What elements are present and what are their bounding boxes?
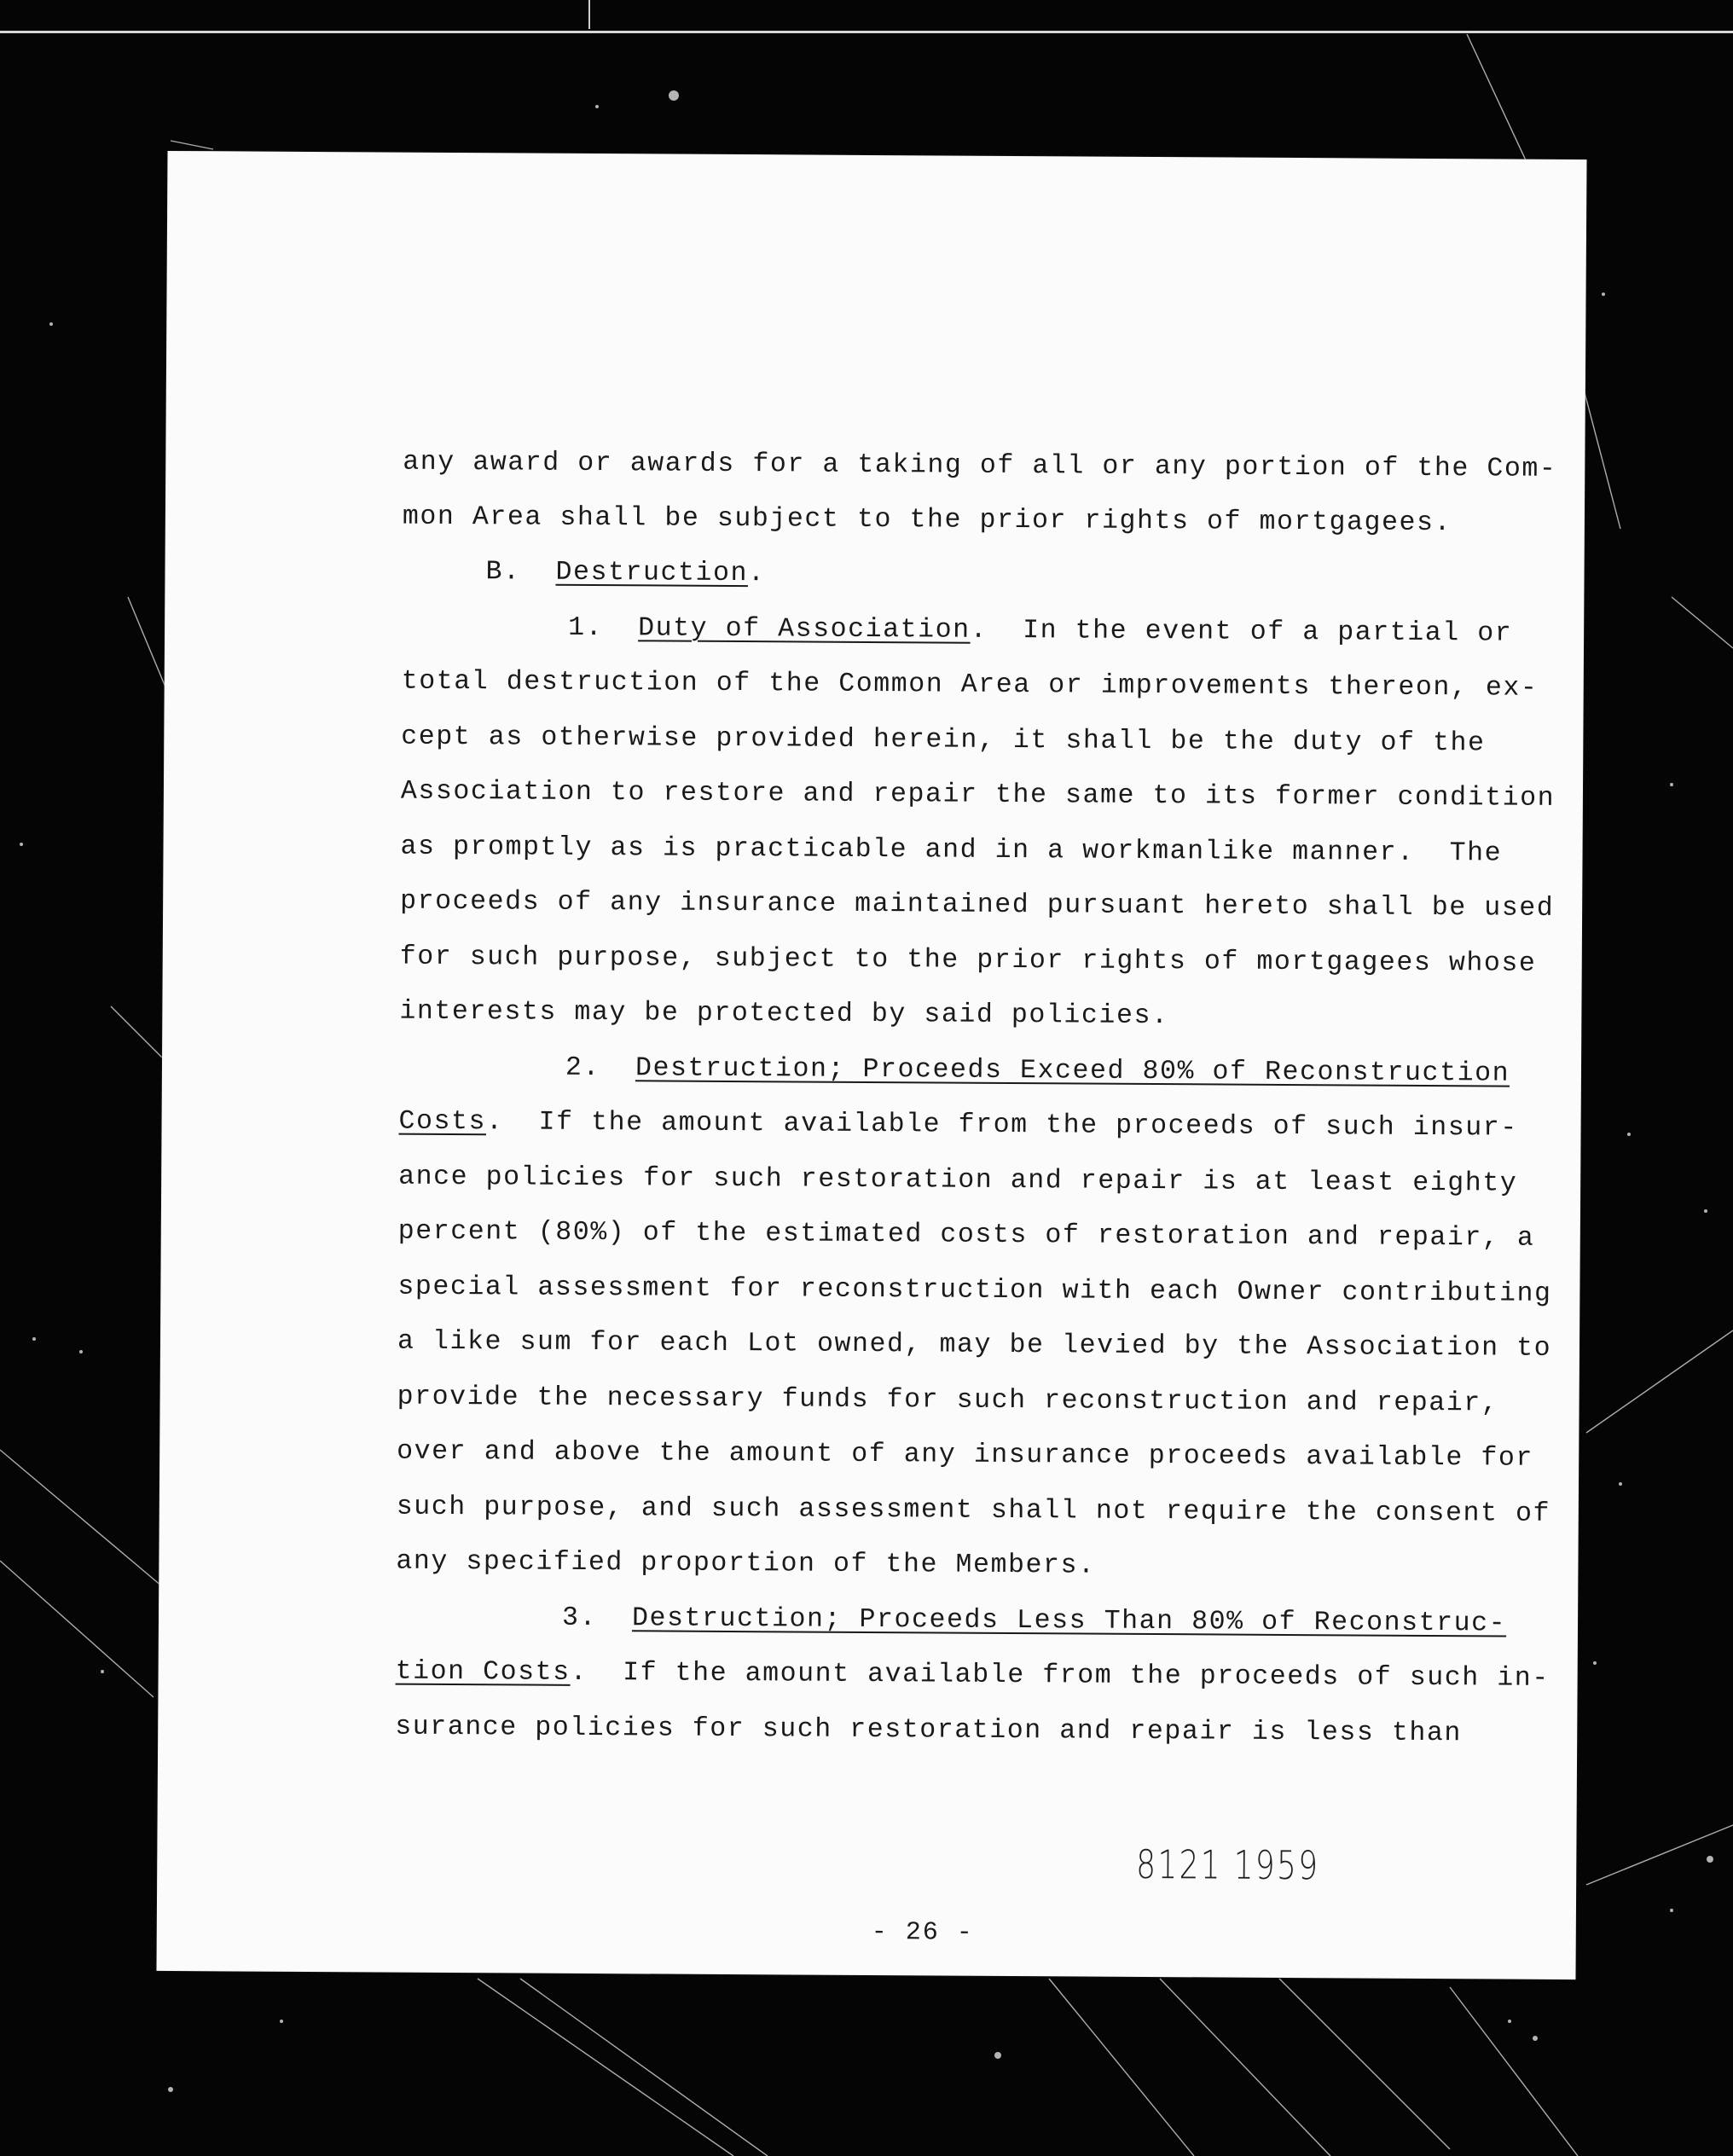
body-line: as promptly as is practicable and in a workmanlike manner. The bbox=[400, 832, 1503, 869]
heading-underlined: Costs bbox=[398, 1106, 487, 1138]
body-line: proceeds of any insurance maintained pursuant hereto shall be used bbox=[400, 886, 1555, 924]
heading-underlined: Destruction; Proceeds Exceed 80% of Reconstruction bbox=[635, 1053, 1510, 1089]
body-line: Association to restore and repair the same to its former condition bbox=[400, 776, 1556, 814]
subsection-heading bbox=[562, 1602, 1506, 1642]
page-number: - 26 - bbox=[871, 1918, 974, 1948]
body-line: over and above the amount of any insurance proceeds available for bbox=[397, 1436, 1534, 1474]
document-page bbox=[156, 151, 1586, 1979]
body-line bbox=[398, 1105, 1517, 1146]
heading-prefix: 1. bbox=[568, 612, 639, 644]
heading-underlined: Destruction bbox=[555, 557, 749, 589]
body-line: total destruction of the Common Area or improvements thereon, ex- bbox=[401, 666, 1539, 704]
heading-suffix: . If the amount available from the proceeds of such insur- bbox=[485, 1107, 1518, 1144]
heading-suffix: . If the amount available from the proceeds of such in- bbox=[570, 1657, 1550, 1694]
body-line: percent (80%) of the estimated costs of restoration and repair, a bbox=[397, 1216, 1535, 1254]
subsection-heading bbox=[568, 611, 1512, 652]
body-line: for such purpose, subject to the prior rights of mortgagees whose bbox=[399, 942, 1537, 979]
heading-underlined: Destruction; Proceeds Less Than 80% of Reconstruc- bbox=[631, 1603, 1507, 1639]
body-line: interests may be protected by said policies. bbox=[399, 996, 1169, 1032]
body-line: any award or awards for a taking of all or any portion of the Com- bbox=[403, 447, 1557, 484]
heading-underlined: Duty of Association bbox=[638, 613, 971, 646]
heading-suffix: . In the event of a partial or bbox=[970, 615, 1513, 649]
heading-prefix: B. bbox=[485, 557, 556, 588]
body-line: surance policies for such restoration and repair is less than bbox=[395, 1712, 1463, 1749]
record-number: 8121 1959 bbox=[1136, 1840, 1320, 1889]
body-line: a like sum for each Lot owned, may be levied by the Association to bbox=[397, 1326, 1552, 1364]
body-line: cept as otherwise provided herein, it shall be the duty of the bbox=[401, 722, 1486, 759]
body-line: special assessment for reconstruction with each Owner contributing bbox=[397, 1272, 1552, 1309]
body-line: provide the necessary funds for such reconstruction and repair, bbox=[397, 1382, 1499, 1419]
body-line: such purpose, and such assessment shall not require the consent of bbox=[396, 1492, 1551, 1529]
heading-prefix: 2. bbox=[565, 1052, 636, 1084]
subsection-heading bbox=[565, 1052, 1510, 1092]
section-heading bbox=[485, 555, 765, 591]
body-line bbox=[396, 1655, 1550, 1696]
body-line: ance policies for such restoration and repair is at least eighty bbox=[398, 1162, 1518, 1199]
heading-suffix: . bbox=[747, 559, 766, 589]
heading-prefix: 3. bbox=[561, 1603, 633, 1634]
body-line: any specified proportion of the Members. bbox=[396, 1546, 1096, 1581]
body-line: mon Area shall be subject to the prior rights of mortgagees. bbox=[402, 501, 1452, 539]
heading-underlined: tion Costs bbox=[395, 1656, 571, 1688]
